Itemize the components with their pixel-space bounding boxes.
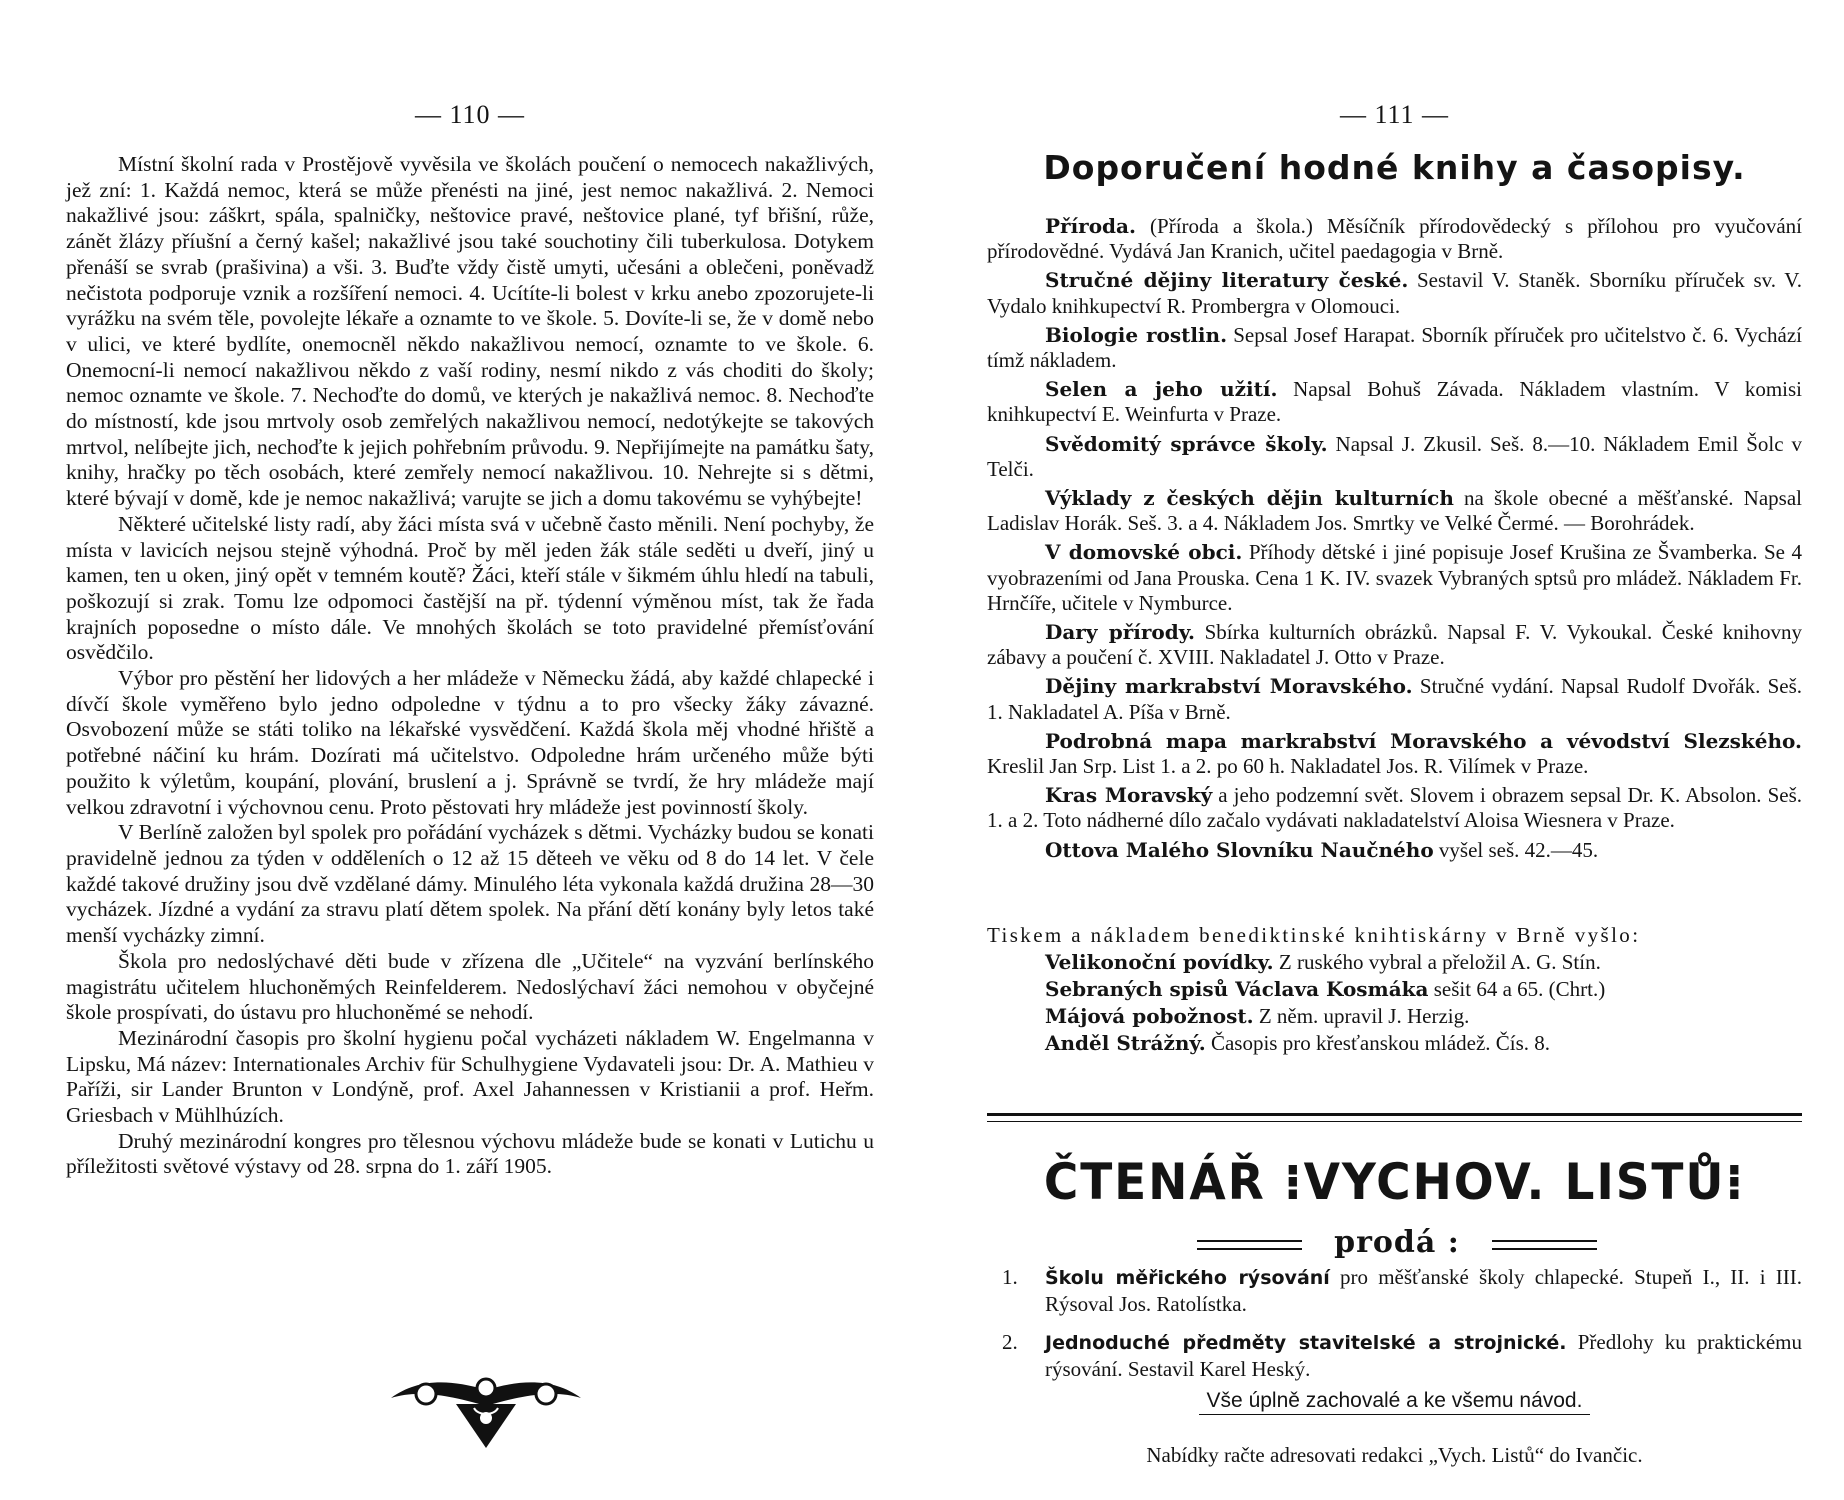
condition-note-text: Vše úplně zachovalé a ke všemu návod. bbox=[1199, 1389, 1591, 1415]
item-title: Májová pobožnost. bbox=[1045, 1004, 1254, 1028]
offer-list bbox=[987, 1264, 1802, 1394]
item-text: Sbírka kulturních obrázků. Napsal F. V. Vykoukal. České knihovny zábavy a poučení č. XVIII. Nakladatel J. Otto v Praze. bbox=[987, 620, 1802, 670]
publisher-item bbox=[987, 1030, 1802, 1057]
item-text: Sestavil V. Staněk. Sborníku příruček sv. V. Vydalo knihkupectví R. Prombergra v Olomouci. bbox=[987, 268, 1802, 318]
item-text: Sepsal Josef Harapat. Sborník příruček pro učitelstvo č. 6. Vychází tímž nákladem. bbox=[987, 322, 1802, 373]
recommendation-item bbox=[987, 674, 1802, 724]
item-title: Anděl Strážný. bbox=[1045, 1031, 1206, 1055]
item-title: Biologie rostlin. bbox=[1045, 322, 1228, 347]
paragraph: Výbor pro pěstění her lidových a her mládeže v Německu žádá, aby každé chlapecké i dívčí škole vyměřeno bylo jedno odpoledne v týdnu a to pro všecky žáky závazné. Osvobození může se státi toliko na lékařské vysvědčení. Každá škola měj vhodné hřiště a potřebné náčiní ku hrám. Dozírati má učitelstvo. Odpoledne hrám určeného může býti použito k výletům, koupání, plování, bruslení a j. Správně se tvrdí, že hry mládeže mají velkou zdravotní i výchovnou cenu. Proto pěstovati hry mládeže jest povinností školy. bbox=[66, 666, 874, 819]
double-rule-left bbox=[1197, 1240, 1302, 1250]
item-title: Příroda. bbox=[1045, 214, 1136, 238]
item-title: Sebraných spisů Václava Kosmáka bbox=[1045, 977, 1429, 1001]
item-text: na škole obecné a měšťanské. Napsal Ladislav Horák. Seš. 3. a 4. Nákladem Jos. Smrtky ve Velké Čermé. — Borohrádek. bbox=[987, 486, 1802, 536]
item-text: Napsal J. Zkusil. Seš. 8.—10. Nákladem Emil Šolc v Telči. bbox=[987, 431, 1803, 481]
recommendation-item bbox=[987, 377, 1802, 427]
recommendation-list bbox=[987, 214, 1802, 867]
item-text: sešit 64 a 65. (Chrt.) bbox=[1428, 977, 1606, 1001]
recommendation-item bbox=[987, 486, 1802, 536]
item-text: vyšel seš. 42.—45. bbox=[1433, 837, 1599, 862]
right-page bbox=[987, 0, 1802, 1500]
recommendation-item bbox=[987, 214, 1802, 264]
item-text: Z ruského vybral a přeložil A. G. Stín. bbox=[1273, 950, 1601, 974]
item-text: Z něm. upravil J. Herzig. bbox=[1253, 1004, 1470, 1028]
paragraph: Druhý mezinárodní kongres pro tělesnou výchovu mládeže bude se konati v Lutichu u příležitosti světové výstavy od 28. srpna do 1. září 1905. bbox=[66, 1128, 874, 1179]
item-text: Časopis pro křesťanskou mládež. Čís. 8. bbox=[1205, 1031, 1551, 1055]
item-title: Selen a jeho užití. bbox=[1045, 377, 1278, 402]
item-title: Svědomitý správce školy. bbox=[1045, 431, 1328, 456]
section-heading: Doporučení hodné knihy a časopisy. bbox=[1043, 148, 1746, 187]
recommendation-item bbox=[987, 323, 1802, 373]
item-text: Kreslil Jan Srp. List 1. a 2. po 60 h. Nakladatel Jos. R. Vilímek v Praze. bbox=[987, 754, 1589, 779]
recommendation-item bbox=[987, 838, 1802, 863]
recommendation-item bbox=[987, 620, 1802, 670]
item-text: Stručné vydání. Napsal Rudolf Dvořák. Seš. 1. Nakladatel A. Píša v Brně. bbox=[987, 674, 1802, 724]
item-title: Výklady z českých dějin kulturních bbox=[1045, 486, 1454, 511]
item-text: Příhody dětské i jiné popisuje Josef Krušina ze Švamberka. Se 4 vyobrazeními od Jana Prouska. Cena 1 K. IV. svazek Vybraných sptsů pro mládež. Nákladem Fr. Hrnčíře, učitele v Nymburce. bbox=[987, 540, 1802, 615]
item-title: Podrobná mapa markrabství Moravského a vévodství Slezského. bbox=[1045, 728, 1802, 753]
recommendation-item bbox=[987, 540, 1802, 616]
paragraph: Mezinárodní časopis pro školní hygienu počal vycházeti nákladem W. Engelmanna v Lipsku, Má název: Internationales Archiv für Schulhygiene Vydavateli jsou: Dr. A. Mathieu v Paříži, sir Lander Brunton v Londýně, prof. Axel Jahannessen v Kristianii a prof. Heřm. Griesbach v Mühlhúzích. bbox=[66, 1025, 874, 1128]
publisher-item bbox=[987, 1003, 1802, 1030]
recommendation-item bbox=[987, 729, 1802, 779]
offer-text: pro měšťanské školy chlapecké. Stupeň I., II. i III. Rýsoval Jos. Ratolístka. bbox=[1045, 1265, 1802, 1316]
paragraph: Škola pro nedoslýchavé děti bude v zřízena dle „Učitele“ na vyzvání berlínského magistrátu učitelem hluchoněmých Reinfelderem. Nedoslýchaví žáci nemohou v obyčejné škole prospívati, do ústavu pro hluchoněmé se nehodí. bbox=[66, 948, 874, 1025]
publisher-header: Tiskem a nákladem benediktinské knihtiskárny v Brně vyšlo: bbox=[987, 923, 1641, 947]
item-title: Stručné dějiny literatury české. bbox=[1045, 268, 1409, 293]
recommendation-item bbox=[987, 268, 1802, 318]
item-title: V domovské obci. bbox=[1045, 540, 1243, 565]
advert-title: ČTENÁŘ ⁝VYCHOV. LISTŮ⁝ bbox=[1043, 1153, 1746, 1211]
recommendation-item bbox=[987, 783, 1802, 833]
left-page-body bbox=[66, 152, 874, 1180]
page-number: — 110 — bbox=[414, 100, 526, 129]
double-rule-right bbox=[1492, 1240, 1597, 1250]
paragraph: V Berlíně založen byl spolek pro pořádání vycházek s dětmi. Vycházky budou se konati pravidelně jednou za týden v odděleních o 12 až 15 děteeh ve věku od 8 do 14 let. V čele každé takové družiny jsou dvě vzdělané dámy. Minulého léta vykonala každá družina 28—30 vycházek. Jízdné a vydání za stravu platí dětem spolek. Na přání dětí konány byly letos také menší vycházky zimní. bbox=[66, 820, 874, 948]
item-title: Kras Moravský bbox=[1045, 783, 1213, 808]
divider-thick bbox=[987, 1113, 1802, 1116]
divider-thin bbox=[987, 1121, 1802, 1122]
offer-title: Školu měřického rýsování bbox=[1045, 1267, 1330, 1289]
item-title: Dějiny markrabství Moravského. bbox=[1045, 674, 1413, 699]
item-title: Dary přírody. bbox=[1045, 620, 1196, 645]
item-title: Ottova Malého Slovníku Naučného bbox=[1045, 837, 1434, 862]
condition-note bbox=[987, 1389, 1802, 1413]
publisher-list bbox=[987, 922, 1802, 1057]
offer-item bbox=[987, 1329, 1802, 1382]
page-number: — 111 — bbox=[1339, 100, 1450, 129]
publisher-item bbox=[987, 976, 1802, 1003]
recommendation-item bbox=[987, 432, 1802, 482]
offer-number: 1. bbox=[1002, 1265, 1018, 1289]
publisher-item bbox=[987, 949, 1802, 976]
item-title: Velikonoční povídky. bbox=[1045, 950, 1274, 974]
offer-item bbox=[987, 1264, 1802, 1317]
paragraph: Některé učitelské listy radí, aby žáci místa svá v učebně často měnili. Není pochyby, že místa v lavicích nejsou stejně výhodná. Proč by měl jeden žák stále seděti u dveří, jiný u kamen, ten u oken, jiný opět v temném koutě? Žáci, kteří stále v šikmém úhlu hledí na tabuli, poškozují si zrak. Tomu lze odpomoci častější na př. týdenní výměnou míst, tak že řada krajních poposedne o místo dále. Ve mnohých školách se toto pravidelné přemísťování osvědčilo. bbox=[66, 511, 874, 665]
offer-title: Jednoduché předměty stavitelské a strojnické. bbox=[1045, 1332, 1567, 1354]
offer-text: Předlohy ku praktickému rýsování. Sestavil Karel Heský. bbox=[1045, 1330, 1802, 1381]
item-text: (Příroda a škola.) Měsíčník přírodovědecký s přílohou pro vyučování přírodovědné. Vydává Jan Kranich, učitel paedagogia v Brně. bbox=[987, 214, 1802, 264]
left-page bbox=[66, 0, 874, 1500]
paragraph: Místní školní rada v Prostějově vyvěsila ve školách poučení o nemocech nakažlivých, jež zní: 1. Každá nemoc, která se může přenésti na jiné, jest nemoc nakažlivá. 2. Nemoci nakažlivé jsou: záškrt, spála, spalničky, neštovice pravé, neštovice plané, tyf břišní, růže, zánět žlázy příušní a černý kašel; nakažlivé jsou také souchotiny čili tuberkulosa. Dotykem přenáší se svrab (prašivina) a vši. 3. Buďte vždy čistě umyti, učesáni a oblečeni, poněvadž nečistota podporuje vznik a rozšíření nemoci. 4. Ucítíte-li bolest v krku anebo zpozorujete-li vyrážku na svém těle, povolejte lékaře a oznamte to ve škole. 5. Dovíte-li se, že v domě nebo v ulici, ve které bydlíte, onemocněl někdo nakažlivou nemocí, oznamte to ve škole. 6. Onemocní-li nemocí nakažlivou někdo z vaší rodiny, nesmí nikdo z vás choditi do školy; nemoc oznamte ve škole. 7. Nechoďte do domů, ve kterých je nakažlivá nemoc. 8. Nechoďte do místností, kde jsou mrtvoly osob zemřelých nakažlivou nemocí, nedotýkejte se takových mrtvol, nelíbejte jich, nechoďte k jejich pohřebním průvodu. 9. Nepřijímejte na památku šaty, knihy, hračky po těch osobách, které zemřely nemocí nakažlivou. 10. Nehrejte si s dětmi, které bývají v domě, kde je nemoc nakažlivá; varujte se jich a domu takovému se vyhýbejte! bbox=[66, 152, 874, 511]
item-text: Napsal Bohuš Závada. Nákladem vlastním. V komisi knihkupectví E. Weinfurta v Praze. bbox=[987, 377, 1802, 427]
advert-subtitle-row bbox=[987, 1225, 1802, 1260]
advert-subtitle: prodá : bbox=[1334, 1225, 1460, 1260]
offer-number: 2. bbox=[1002, 1330, 1018, 1354]
ornament-vignette-icon bbox=[386, 1360, 586, 1450]
contact-note: Nabídky račte adresovati redakci „Vych. Listů“ do Ivančic. bbox=[1146, 1443, 1643, 1467]
item-text: a jeho podzemní svět. Slovem i obrazem sepsal Dr. K. Absolon. Seš. 1. a 2. Toto nádherné dílo začalo vydávati nakladatelství Aloisa Wiesnera v Praze. bbox=[987, 783, 1802, 833]
